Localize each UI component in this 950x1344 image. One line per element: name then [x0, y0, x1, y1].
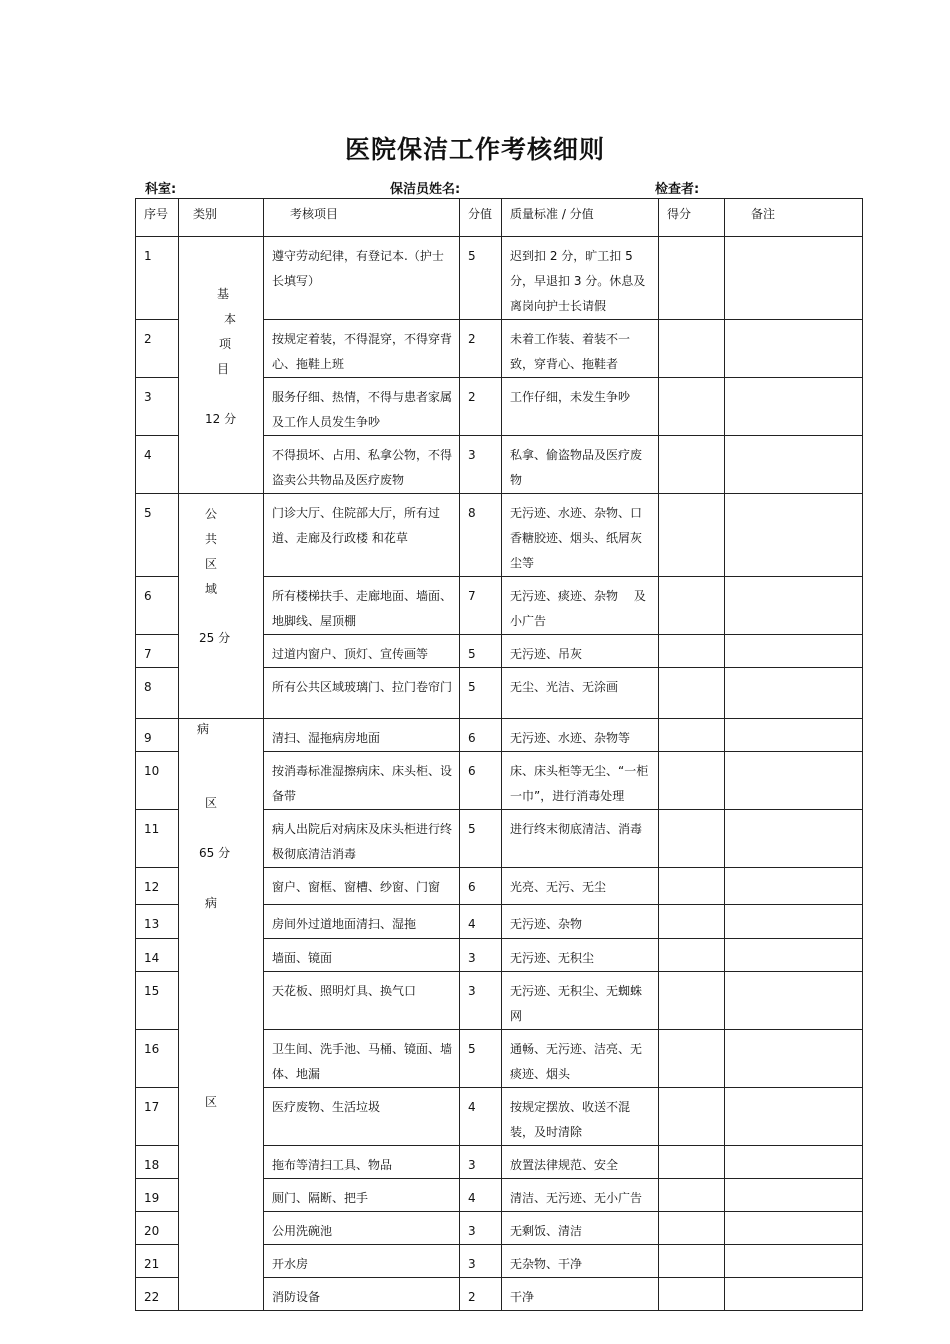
- item-score: 2: [460, 1278, 502, 1311]
- remarks-cell: [725, 1245, 863, 1278]
- row-number: 18: [136, 1146, 179, 1179]
- remarks-cell: [725, 1179, 863, 1212]
- assessment-item: 所有公共区域玻璃门、拉门卷帘门: [264, 668, 460, 719]
- remarks-cell: [725, 752, 863, 810]
- row-number: 6: [136, 577, 179, 635]
- category-label: 共: [205, 532, 218, 546]
- quality-standard: 光亮、无污、无尘: [502, 868, 659, 905]
- item-score: 3: [460, 1245, 502, 1278]
- item-score: 8: [460, 494, 502, 577]
- remarks-cell: [725, 668, 863, 719]
- table-header-row: [136, 199, 863, 237]
- item-score: 7: [460, 577, 502, 635]
- earned-score-cell: [659, 378, 725, 436]
- earned-score-cell: [659, 1245, 725, 1278]
- remarks-cell: [725, 237, 863, 320]
- earned-score-cell: [659, 237, 725, 320]
- category-label: 目: [217, 362, 230, 376]
- remarks-cell: [725, 868, 863, 905]
- table-row: [136, 237, 863, 320]
- quality-standard: 未着工作装、着装不一致，穿背心、拖鞋者: [502, 320, 659, 378]
- category-cell: [179, 494, 264, 719]
- remarks-cell: [725, 1212, 863, 1245]
- assessment-item: 开水房: [264, 1245, 460, 1278]
- quality-standard: 无污迹、水迹、杂物等: [502, 719, 659, 752]
- remarks-cell: [725, 939, 863, 972]
- assessment-item: 病人出院后对病床及床头柜进行终极彻底清洁消毒: [264, 810, 460, 868]
- quality-standard: 无剩饭、清洁: [502, 1212, 659, 1245]
- item-score: 5: [460, 810, 502, 868]
- row-number: 22: [136, 1278, 179, 1311]
- category-label: 域: [205, 582, 218, 596]
- earned-score-cell: [659, 436, 725, 494]
- remarks-cell: [725, 320, 863, 378]
- remarks-cell: [725, 905, 863, 939]
- row-number: 3: [136, 378, 179, 436]
- item-score: 5: [460, 1030, 502, 1088]
- row-number: 17: [136, 1088, 179, 1146]
- quality-standard: 无污迹、水迹、杂物、口香糖胶迹、烟头、纸屑灰尘等: [502, 494, 659, 577]
- item-score: 5: [460, 237, 502, 320]
- earned-score-cell: [659, 635, 725, 668]
- category-label: 12 分: [205, 412, 237, 426]
- assessment-item: 窗户、窗框、窗槽、纱窗、门窗: [264, 868, 460, 905]
- assessment-item: 公用洗碗池: [264, 1212, 460, 1245]
- item-score: 3: [460, 939, 502, 972]
- remarks-cell: [725, 1088, 863, 1146]
- assessment-table: [135, 198, 862, 1311]
- category-label: 25 分: [199, 631, 231, 645]
- item-score: 6: [460, 752, 502, 810]
- earned-score-cell: [659, 494, 725, 577]
- category-label: 病: [197, 722, 210, 736]
- quality-standard: 按规定摆放、收送不混装，及时清除: [502, 1088, 659, 1146]
- row-number: 13: [136, 905, 179, 939]
- earned-score-cell: [659, 1146, 725, 1179]
- row-number: 21: [136, 1245, 179, 1278]
- assessment-item: 卫生间、洗手池、马桶、镜面、墙体、地漏: [264, 1030, 460, 1088]
- earned-score-cell: [659, 939, 725, 972]
- earned-score-cell: [659, 719, 725, 752]
- table-row: [136, 719, 863, 752]
- remarks-cell: [725, 494, 863, 577]
- assessment-item: 按规定着装，不得混穿，不得穿背心、拖鞋上班: [264, 320, 460, 378]
- quality-standard: 无污迹、无积尘: [502, 939, 659, 972]
- category-label: 项: [219, 337, 232, 351]
- assessment-item: 门诊大厅、住院部大厅，所有过道、走廊及行政楼 和花草: [264, 494, 460, 577]
- document-title: 医院保洁工作考核细则: [344, 135, 605, 164]
- earned-score-cell: [659, 1088, 725, 1146]
- assessment-item: 房间外过道地面清扫、湿拖: [264, 905, 460, 939]
- quality-standard: 通畅、无污迹、洁亮、无痰迹、烟头: [502, 1030, 659, 1088]
- quality-standard: 迟到扣 2 分，旷工扣 5 分，早退扣 3 分。休息及离岗向护士长请假: [502, 237, 659, 320]
- assessment-item: 清扫、湿拖病房地面: [264, 719, 460, 752]
- remarks-cell: [725, 719, 863, 752]
- quality-standard: 清洁、无污迹、无小广告: [502, 1179, 659, 1212]
- category-label: 区: [205, 557, 218, 571]
- item-score: 6: [460, 868, 502, 905]
- category-label: 区: [205, 796, 218, 810]
- assessment-item: 不得损坏、占用、私拿公物，不得盗卖公共物品及医疗废物: [264, 436, 460, 494]
- quality-standard: 无杂物、干净: [502, 1245, 659, 1278]
- assessment-item: 拖布等清扫工具、物品: [264, 1146, 460, 1179]
- column-header: 分值: [460, 199, 502, 237]
- assessment-item: 过道内窗户、顶灯、宣传画等: [264, 635, 460, 668]
- earned-score-cell: [659, 668, 725, 719]
- remarks-cell: [725, 378, 863, 436]
- row-number: 12: [136, 868, 179, 905]
- remarks-cell: [725, 972, 863, 1030]
- assessment-item: 天花板、照明灯具、换气口: [264, 972, 460, 1030]
- department-label: 科室:: [145, 182, 177, 197]
- item-score: 5: [460, 635, 502, 668]
- category-cell: [179, 237, 264, 494]
- earned-score-cell: [659, 972, 725, 1030]
- assessment-item: 消防设备: [264, 1278, 460, 1311]
- row-number: 2: [136, 320, 179, 378]
- column-header: 备注: [725, 199, 863, 237]
- earned-score-cell: [659, 1212, 725, 1245]
- row-number: 11: [136, 810, 179, 868]
- quality-standard: 无尘、光洁、无涂画: [502, 668, 659, 719]
- quality-standard: 无污迹、无积尘、无蜘蛛网: [502, 972, 659, 1030]
- row-number: 16: [136, 1030, 179, 1088]
- quality-standard: 进行终末彻底清洁、消毒: [502, 810, 659, 868]
- category-label: 区: [205, 1095, 218, 1109]
- item-score: 4: [460, 1088, 502, 1146]
- earned-score-cell: [659, 868, 725, 905]
- assessment-item: 所有楼梯扶手、走廊地面、墙面、地脚线、屋顶棚: [264, 577, 460, 635]
- item-score: 3: [460, 1146, 502, 1179]
- row-number: 1: [136, 237, 179, 320]
- quality-standard: 放置法律规范、安全: [502, 1146, 659, 1179]
- earned-score-cell: [659, 810, 725, 868]
- item-score: 2: [460, 320, 502, 378]
- earned-score-cell: [659, 1179, 725, 1212]
- item-score: 4: [460, 905, 502, 939]
- item-score: 3: [460, 1212, 502, 1245]
- item-score: 5: [460, 668, 502, 719]
- category-label: 病: [205, 896, 218, 910]
- row-number: 5: [136, 494, 179, 577]
- assessment-item: 遵守劳动纪律，有登记本.（护士长填写）: [264, 237, 460, 320]
- row-number: 4: [136, 436, 179, 494]
- earned-score-cell: [659, 1278, 725, 1311]
- category-label: 65 分: [199, 846, 231, 860]
- cleaner-name-label: 保洁员姓名:: [390, 182, 461, 197]
- column-header: 序号: [136, 199, 179, 237]
- remarks-cell: [725, 810, 863, 868]
- quality-standard: 无污迹、痰迹、杂物 及小广告: [502, 577, 659, 635]
- table-row: [136, 494, 863, 577]
- remarks-cell: [725, 635, 863, 668]
- quality-standard: 工作仔细，未发生争吵: [502, 378, 659, 436]
- category-label: 公: [205, 507, 218, 521]
- remarks-cell: [725, 1146, 863, 1179]
- quality-standard: 私拿、偷盗物品及医疗废物: [502, 436, 659, 494]
- row-number: 14: [136, 939, 179, 972]
- earned-score-cell: [659, 752, 725, 810]
- earned-score-cell: [659, 1030, 725, 1088]
- earned-score-cell: [659, 577, 725, 635]
- assessment-item: 医疗废物、生活垃圾: [264, 1088, 460, 1146]
- item-score: 4: [460, 1179, 502, 1212]
- row-number: 10: [136, 752, 179, 810]
- quality-standard: 无污迹、吊灰: [502, 635, 659, 668]
- row-number: 19: [136, 1179, 179, 1212]
- earned-score-cell: [659, 320, 725, 378]
- quality-standard: 床、床头柜等无尘、“一柜一巾”，进行消毒处理: [502, 752, 659, 810]
- quality-standard: 干净: [502, 1278, 659, 1311]
- column-header: 类别: [179, 199, 264, 237]
- remarks-cell: [725, 577, 863, 635]
- assessment-item: 按消毒标准湿擦病床、床头柜、设备带: [264, 752, 460, 810]
- item-score: 3: [460, 436, 502, 494]
- category-label: 基: [217, 287, 230, 301]
- category-cell: [179, 719, 264, 1311]
- column-header: 质量标准 / 分值: [502, 199, 659, 237]
- column-header: 得分: [659, 199, 725, 237]
- row-number: 9: [136, 719, 179, 752]
- row-number: 8: [136, 668, 179, 719]
- item-score: 2: [460, 378, 502, 436]
- row-number: 20: [136, 1212, 179, 1245]
- row-number: 7: [136, 635, 179, 668]
- remarks-cell: [725, 1030, 863, 1088]
- row-number: 15: [136, 972, 179, 1030]
- remarks-cell: [725, 1278, 863, 1311]
- assessment-item: 墙面、镜面: [264, 939, 460, 972]
- remarks-cell: [725, 436, 863, 494]
- inspector-label: 检查者:: [655, 182, 700, 197]
- category-label: 本: [224, 312, 237, 326]
- assessment-item: 厕门、隔断、把手: [264, 1179, 460, 1212]
- column-header: 考核项目: [264, 199, 460, 237]
- earned-score-cell: [659, 905, 725, 939]
- item-score: 3: [460, 972, 502, 1030]
- assessment-item: 服务仔细、热情，不得与患者家属及工作人员发生争吵: [264, 378, 460, 436]
- item-score: 6: [460, 719, 502, 752]
- quality-standard: 无污迹、杂物: [502, 905, 659, 939]
